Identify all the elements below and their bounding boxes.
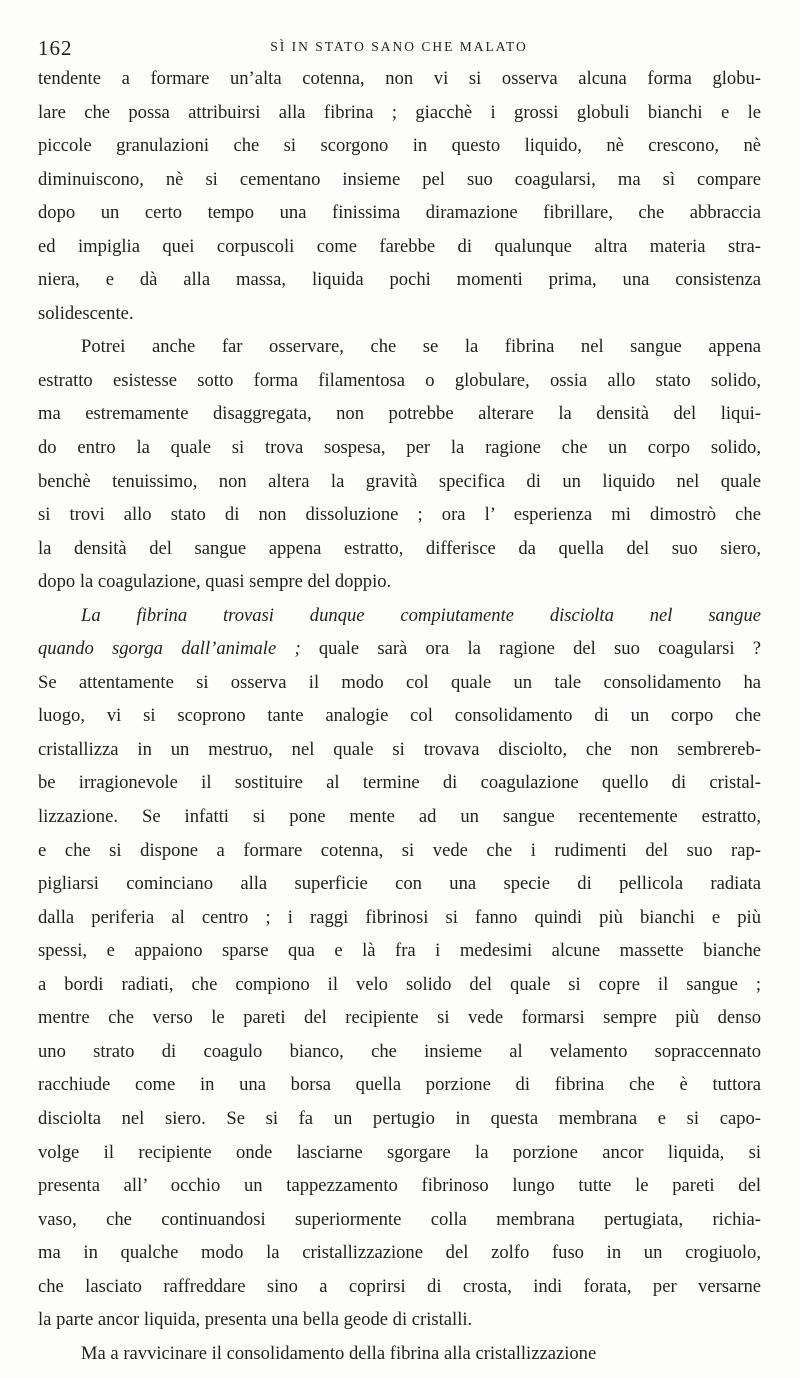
text-line-14 xyxy=(38,498,761,532)
text-line-18-text: quale sarà ora la ragione del suo coagularsi ? xyxy=(300,638,761,660)
text-line-7-text: niera, e dà alla massa, liquida pochi momenti prima, una consistenza xyxy=(38,269,761,291)
text-line-6 xyxy=(38,230,761,264)
text-line-29 xyxy=(38,1001,761,1035)
text-line-8 xyxy=(38,297,761,331)
text-line-33-text: volge il recipiente onde lasciarne sgorgare la porzione ancor liquida, si xyxy=(38,1141,761,1163)
text-line-35 xyxy=(38,1203,761,1237)
text-line-28-text: a bordi radiati, che compiono il velo solido del quale si copre il sangue ; xyxy=(38,973,761,995)
text-line-13-text: benchè tenuissimo, non altera la gravità specifica di un liquido nel quale xyxy=(38,470,761,492)
text-line-28 xyxy=(38,968,761,1002)
text-line-33 xyxy=(38,1136,761,1170)
text-line-3 xyxy=(38,129,761,163)
text-line-34-text: presenta all’ occhio un tappezzamento fibrinoso lungo tutte le pareti del xyxy=(38,1175,761,1197)
text-line-35-text: vaso, che continuandosi superiormente colla membrana pertugiata, richia- xyxy=(38,1208,761,1230)
running-head xyxy=(38,36,760,62)
text-line-5 xyxy=(38,196,761,230)
text-line-36-text: ma in qualche modo la cristallizzazione del zolfo fuso in un crogiuolo, xyxy=(38,1242,761,1264)
text-line-12 xyxy=(38,431,761,465)
text-line-24-text: e che si dispone a formare cotenna, si vede che i rudimenti del suo rap- xyxy=(38,839,761,861)
text-line-5-text: dopo un certo tempo una finissima diramazione fibrillare, che abbraccia xyxy=(38,202,761,224)
text-line-4 xyxy=(38,163,761,197)
text-line-34 xyxy=(38,1169,761,1203)
text-line-27-text: spessi, e appaiono sparse qua e là fra i medesimi alcune massette bianche xyxy=(38,940,761,962)
text-line-30 xyxy=(38,1035,761,1069)
text-line-25 xyxy=(38,867,761,901)
text-line-22 xyxy=(38,766,761,800)
text-line-31-text: racchiude come in una borsa quella porzione di fibrina che è tuttora xyxy=(38,1074,761,1096)
text-line-21 xyxy=(38,733,761,767)
text-line-25-text: pigliarsi cominciano alla superficie con una specie di pellicola radiata xyxy=(38,873,761,895)
text-line-18-italic: quando sgorga dall’animale ; xyxy=(38,638,301,660)
text-line-6-text: ed impiglia quei corpuscoli come farebbe di qualunque altra materia stra- xyxy=(38,235,761,257)
text-line-39-text: Ma a ravvicinare il consolidamento della fibrina alla cristallizzazione xyxy=(81,1342,597,1364)
text-line-39 xyxy=(38,1337,761,1371)
text-line-11-text: ma estremamente disaggregata, non potrebbe alterare la densità del liqui- xyxy=(38,403,761,425)
running-title: SÌ IN STATO SANO CHE MALATO xyxy=(270,39,528,54)
text-line-32-text: disciolta nel siero. Se si fa un pertugio in questa membrana e si capo- xyxy=(38,1107,761,1129)
text-line-30-text: uno strato di coagulo bianco, che insieme al velamento sopraccennato xyxy=(38,1040,761,1062)
text-line-19 xyxy=(38,666,761,700)
text-line-10 xyxy=(38,364,761,398)
text-line-16-text: dopo la coagulazione, quasi sempre del doppio. xyxy=(38,571,392,593)
text-line-13 xyxy=(38,465,761,499)
text-line-24 xyxy=(38,834,761,868)
text-line-3-text: piccole granulazioni che si scorgono in questo liquido, nè crescono, nè xyxy=(38,135,761,157)
text-line-8-text: solidescente. xyxy=(38,302,134,324)
text-line-31 xyxy=(38,1068,761,1102)
text-line-15-text: la densità del sangue appena estratto, differisce da quella del suo siero, xyxy=(38,537,761,559)
text-line-7 xyxy=(38,263,761,297)
text-line-38-text: la parte ancor liquida, presenta una bella geode di cristalli. xyxy=(38,1309,473,1331)
text-line-21-text: cristallizza in un mestruo, nel quale si trovava disciolto, che non sembrereb- xyxy=(38,738,761,760)
text-line-17-italic: La fibrina trovasi dunque compiutamente disciolta nel sangue xyxy=(81,604,761,626)
text-line-22-text: be irragionevole il sostituire al termine di coagulazione quello di cristal- xyxy=(38,772,761,794)
text-line-1-text: tendente a formare un’alta cotenna, non vi si osserva alcuna forma globu- xyxy=(38,68,761,89)
text-line-19-text: Se attentamente si osserva il modo col quale un tale consolidamento ha xyxy=(38,671,761,693)
text-line-4-text: diminuiscono, nè si cementano insieme pel suo coagularsi, ma sì compare xyxy=(38,168,761,190)
text-line-27 xyxy=(38,934,761,968)
text-line-9 xyxy=(38,330,761,364)
text-line-18 xyxy=(38,632,761,666)
text-line-23 xyxy=(38,800,761,834)
text-line-32 xyxy=(38,1102,761,1136)
text-line-9-text: Potrei anche far osservare, che se la fibrina nel sangue appena xyxy=(81,336,761,358)
body-text xyxy=(38,62,761,1370)
text-line-36 xyxy=(38,1236,761,1270)
text-line-11 xyxy=(38,397,761,431)
text-line-12-text: do entro la quale si trova sospesa, per la ragione che un corpo solido, xyxy=(38,437,761,459)
text-line-38 xyxy=(38,1303,761,1337)
text-line-37-text: che lasciato raffreddare sino a coprirsi di crosta, indi forata, per versarne xyxy=(38,1275,761,1297)
text-line-26 xyxy=(38,901,761,935)
text-line-29-text: mentre che verso le pareti del recipiente si vede formarsi sempre più denso xyxy=(38,1007,761,1029)
text-line-1 xyxy=(38,62,761,96)
text-line-15 xyxy=(38,532,761,566)
text-line-10-text: estratto esistesse sotto forma filamentosa o globulare, ossia allo stato solido, xyxy=(38,369,761,391)
text-line-2-text: lare che possa attribuirsi alla fibrina ; giacchè i grossi globuli bianchi e le xyxy=(38,101,761,123)
text-line-16 xyxy=(38,565,761,599)
text-line-20 xyxy=(38,699,761,733)
text-line-37 xyxy=(38,1270,761,1304)
text-line-14-text: si trovi allo stato di non dissoluzione ; ora l’ esperienza mi dimostrò che xyxy=(38,504,761,526)
text-line-23-text: lizzazione. Se infatti si pone mente ad un sangue recentemente estratto, xyxy=(38,806,761,828)
text-line-2 xyxy=(38,96,761,130)
text-line-17 xyxy=(38,599,761,633)
text-line-20-text: luogo, vi si scoprono tante analogie col consolidamento di un corpo che xyxy=(38,705,761,727)
page-number: 162 xyxy=(38,36,73,60)
text-line-26-text: dalla periferia al centro ; i raggi fibrinosi si fanno quindi più bianchi e più xyxy=(38,906,761,928)
